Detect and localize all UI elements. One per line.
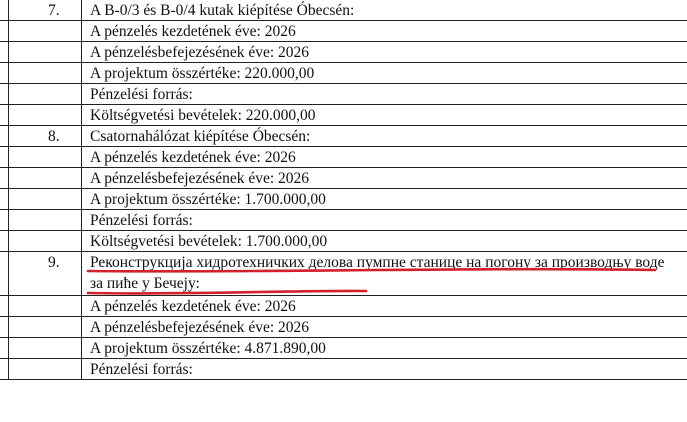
number-cell bbox=[8, 0, 82, 20]
number-cell bbox=[8, 189, 82, 209]
number-cell bbox=[8, 359, 82, 379]
row-text: A pénzelésbefejezésének éve: 2026 bbox=[90, 44, 310, 61]
table-row bbox=[0, 210, 687, 231]
number-cell bbox=[8, 126, 82, 146]
table-row bbox=[0, 42, 687, 63]
row-text: Pénzelési forrás: bbox=[90, 361, 193, 378]
item-title: Csatornahálózat kiépítése Óbecsén: bbox=[90, 128, 311, 145]
table-row bbox=[0, 359, 687, 380]
row-text: Pénzelési forrás: bbox=[90, 212, 193, 229]
number-cell bbox=[8, 252, 82, 295]
table-row bbox=[0, 63, 687, 84]
table-row bbox=[0, 317, 687, 338]
row-text: Költségvetési bevételek: 220.000,00 bbox=[90, 107, 316, 124]
table-row bbox=[0, 189, 687, 210]
row-text: A pénzelésbefejezésének éve: 2026 bbox=[90, 170, 310, 187]
table-row bbox=[0, 84, 687, 105]
number-cell bbox=[8, 168, 82, 188]
row-text: A projektum összértéke: 4.871.890,00 bbox=[90, 340, 326, 357]
table-row bbox=[0, 105, 687, 126]
row-text: Költségvetési bevételek: 1.700.000,00 bbox=[90, 233, 328, 250]
number-cell bbox=[8, 147, 82, 167]
number-cell bbox=[8, 317, 82, 337]
row-text: A pénzelés kezdetének éve: 2026 bbox=[90, 149, 296, 166]
row-text: A projektum összértéke: 1.700.000,00 bbox=[90, 191, 326, 208]
table-row bbox=[0, 338, 687, 359]
number-cell bbox=[8, 63, 82, 83]
number-cell bbox=[8, 105, 82, 125]
number-cell bbox=[8, 84, 82, 104]
row-text: A pénzelésbefejezésének éve: 2026 bbox=[90, 319, 310, 336]
table-row bbox=[0, 168, 687, 189]
row-text: Pénzelési forrás: bbox=[90, 86, 193, 103]
item-number: 8. bbox=[48, 128, 60, 145]
number-cell bbox=[8, 296, 82, 316]
table-row bbox=[0, 147, 687, 168]
item-number: 9. bbox=[48, 254, 60, 271]
row-text: A pénzelés kezdetének éve: 2026 bbox=[90, 298, 296, 315]
row-text: A projektum összértéke: 220.000,00 bbox=[90, 65, 315, 82]
number-cell bbox=[8, 210, 82, 230]
table-row bbox=[0, 252, 687, 296]
item-number: 7. bbox=[48, 2, 60, 19]
number-cell bbox=[8, 231, 82, 251]
number-cell bbox=[8, 21, 82, 41]
item-title: Реконструкција хидротехничких делова пумпне станице на погону за производњу воде за пиће у Бечеју: bbox=[90, 254, 665, 292]
table-row bbox=[0, 21, 687, 42]
table-row bbox=[0, 231, 687, 252]
table-row bbox=[0, 296, 687, 317]
row-text: A pénzelés kezdetének éve: 2026 bbox=[90, 23, 296, 40]
number-cell bbox=[8, 338, 82, 358]
number-cell bbox=[8, 42, 82, 62]
item-title: A B-0/3 és B-0/4 kutak kiépítése Óbecsén: bbox=[90, 2, 355, 19]
table-row bbox=[0, 126, 687, 147]
table-row bbox=[0, 0, 687, 21]
